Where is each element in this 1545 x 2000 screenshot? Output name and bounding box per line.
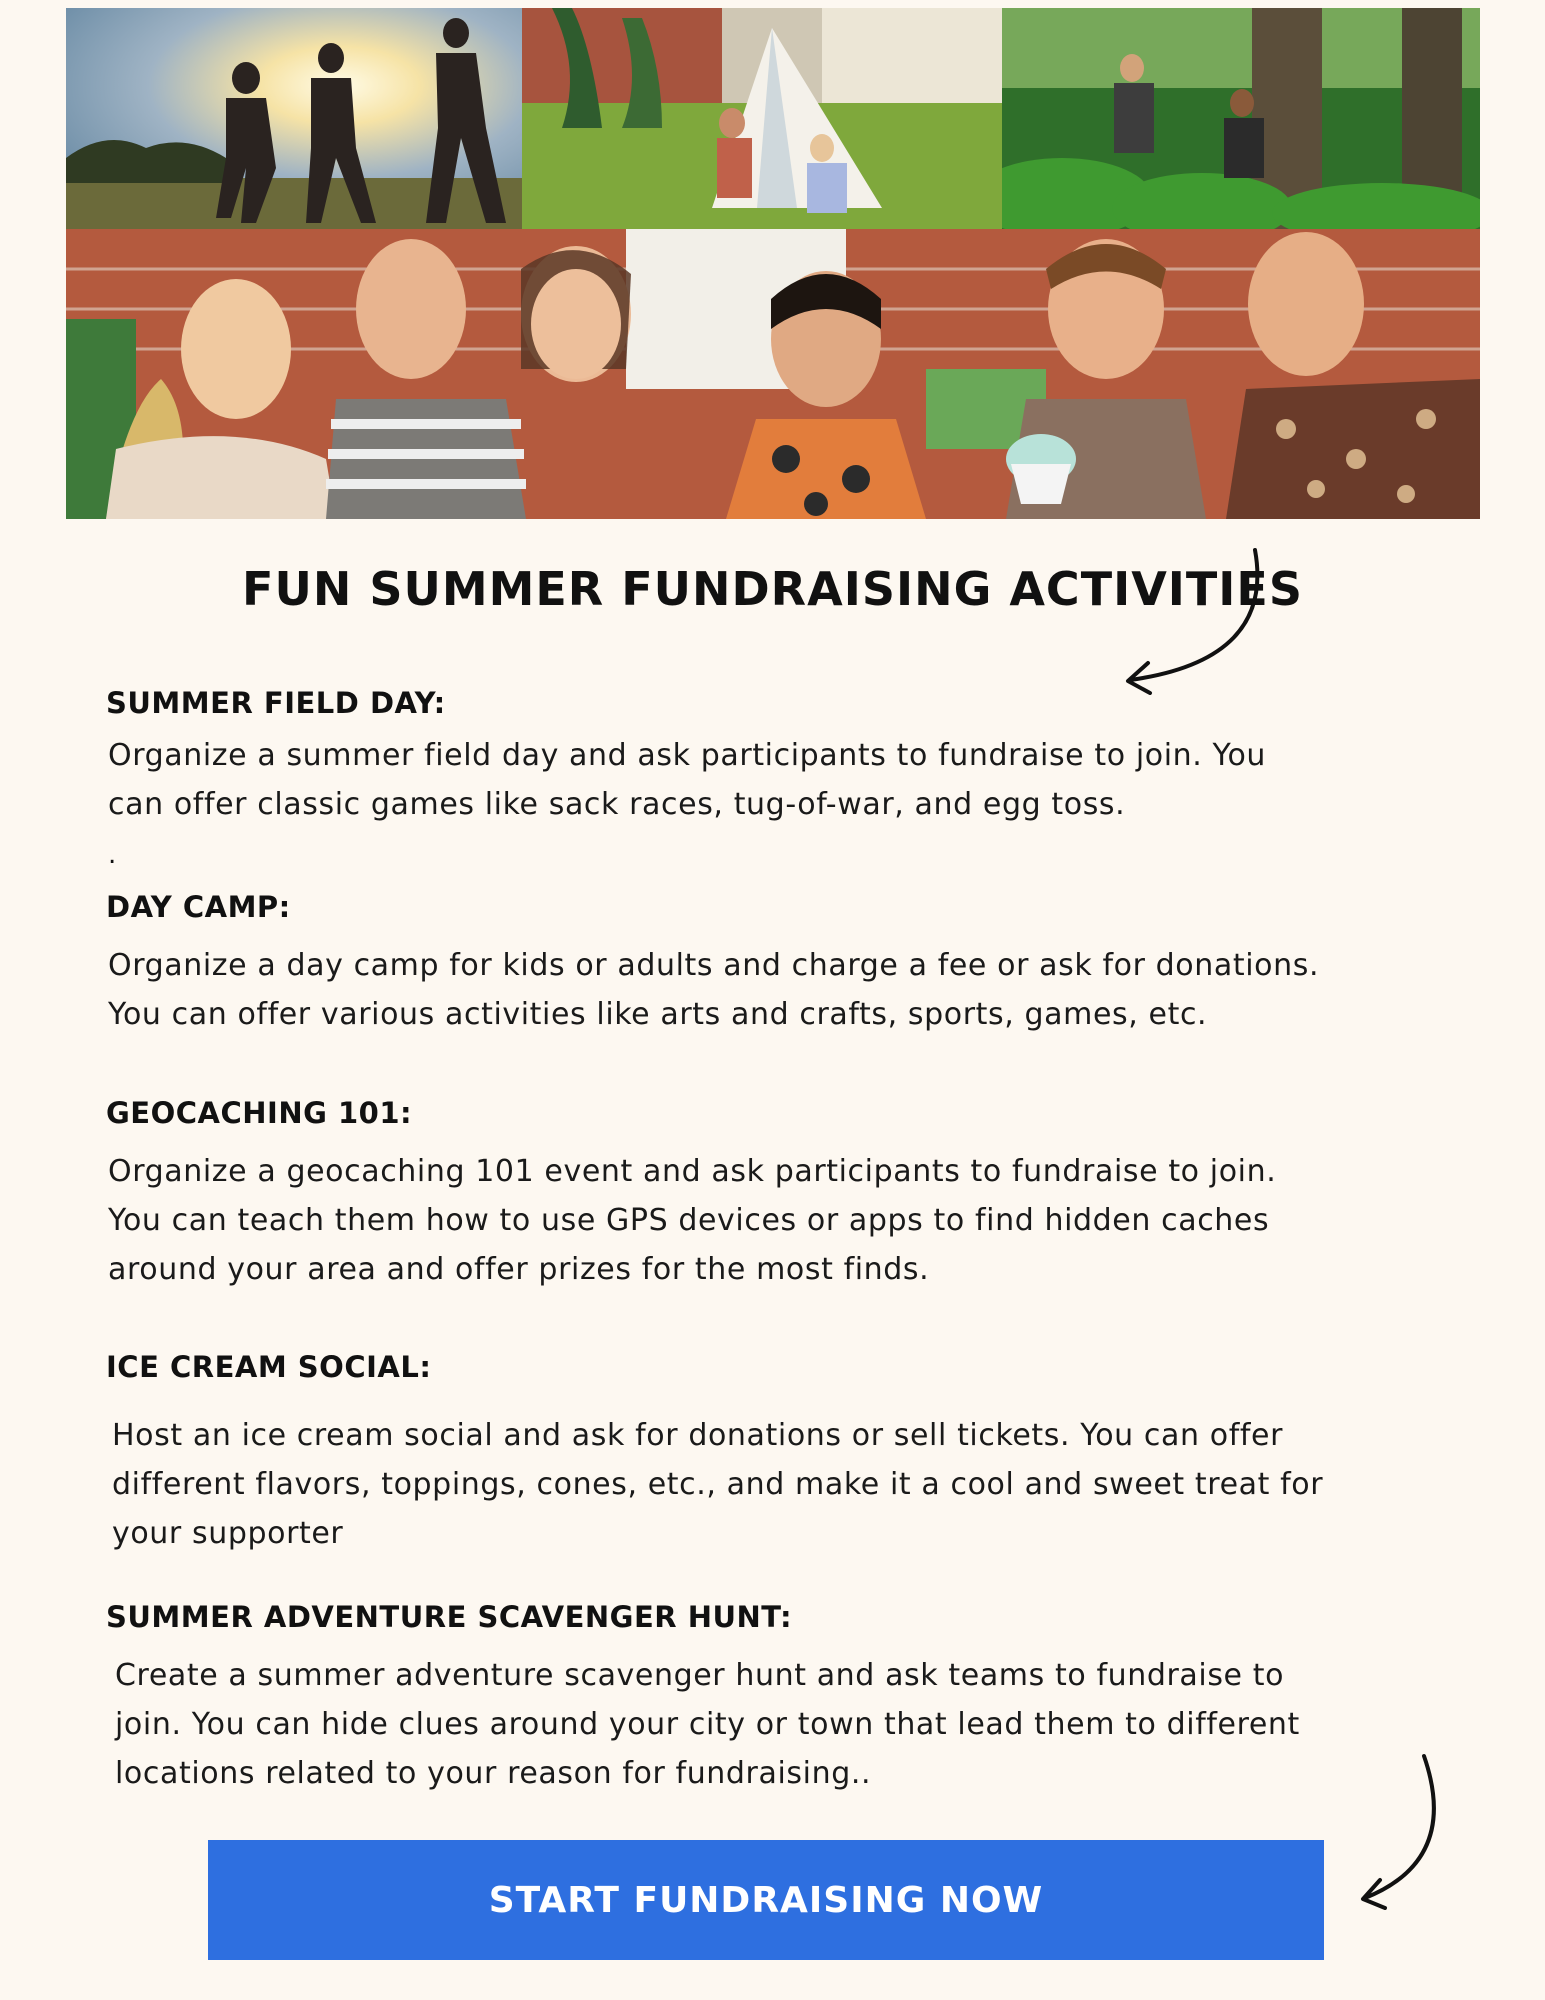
- text-line: can offer classic games like sack races, tug-of-war, and egg toss.: [108, 787, 1126, 822]
- activity-heading-ice-cream-social: ICE CREAM SOCIAL:: [106, 1350, 432, 1384]
- activity-description-day-camp: [108, 941, 1428, 1039]
- text-line: You can teach them how to use GPS devices or apps to find hidden caches: [108, 1203, 1270, 1238]
- text-line: Host an ice cream social and ask for donations or sell tickets. You can offer: [112, 1418, 1284, 1453]
- text-line: Organize a geocaching 101 event and ask participants to fundraise to join.: [108, 1154, 1277, 1189]
- activity-description-scavenger-hunt: [115, 1651, 1435, 1798]
- text-line: around your area and offer prizes for the most finds.: [108, 1252, 930, 1287]
- text-line: different flavors, toppings, cones, etc., and make it a cool and sweet treat for: [112, 1467, 1324, 1502]
- photo-friends-playing-sunset: [66, 8, 522, 229]
- activity-description-geocaching: [108, 1147, 1428, 1294]
- activity-description-field-day: [108, 731, 1428, 829]
- activity-heading-scavenger-hunt: SUMMER ADVENTURE SCAVENGER HUNT:: [106, 1600, 793, 1634]
- activity-heading-field-day: SUMMER FIELD DAY:: [106, 686, 446, 720]
- photo-friends-ice-cream: [66, 229, 1480, 519]
- text-line: Organize a day camp for kids or adults and charge a fee or ask for donations.: [108, 948, 1320, 983]
- text-line: Organize a summer field day and ask participants to fundraise to join. You: [108, 738, 1267, 773]
- separator-dot: .: [108, 840, 117, 870]
- curved-arrow-icon: [1350, 1750, 1450, 1910]
- text-line: join. You can hide clues around your city or town that lead them to different: [115, 1707, 1300, 1742]
- page-title: FUN SUMMER FUNDRAISING ACTIVITIES: [242, 562, 1303, 616]
- text-line: locations related to your reason for fundraising..: [115, 1756, 872, 1791]
- activity-heading-geocaching: GEOCACHING 101:: [106, 1096, 413, 1130]
- text-line: Create a summer adventure scavenger hunt and ask teams to fundraise to: [115, 1658, 1285, 1693]
- start-fundraising-button[interactable]: START FUNDRAISING NOW: [208, 1840, 1324, 1960]
- text-line: You can offer various activities like arts and crafts, sports, games, etc.: [108, 997, 1208, 1032]
- curved-arrow-icon: [1110, 545, 1270, 695]
- activity-heading-day-camp: DAY CAMP:: [106, 890, 291, 924]
- activity-description-ice-cream-social: [112, 1411, 1432, 1558]
- photo-family-teepee-yard: [522, 8, 1002, 229]
- text-line: your supporter: [112, 1516, 344, 1551]
- photo-geocaching-forest: [1002, 8, 1480, 229]
